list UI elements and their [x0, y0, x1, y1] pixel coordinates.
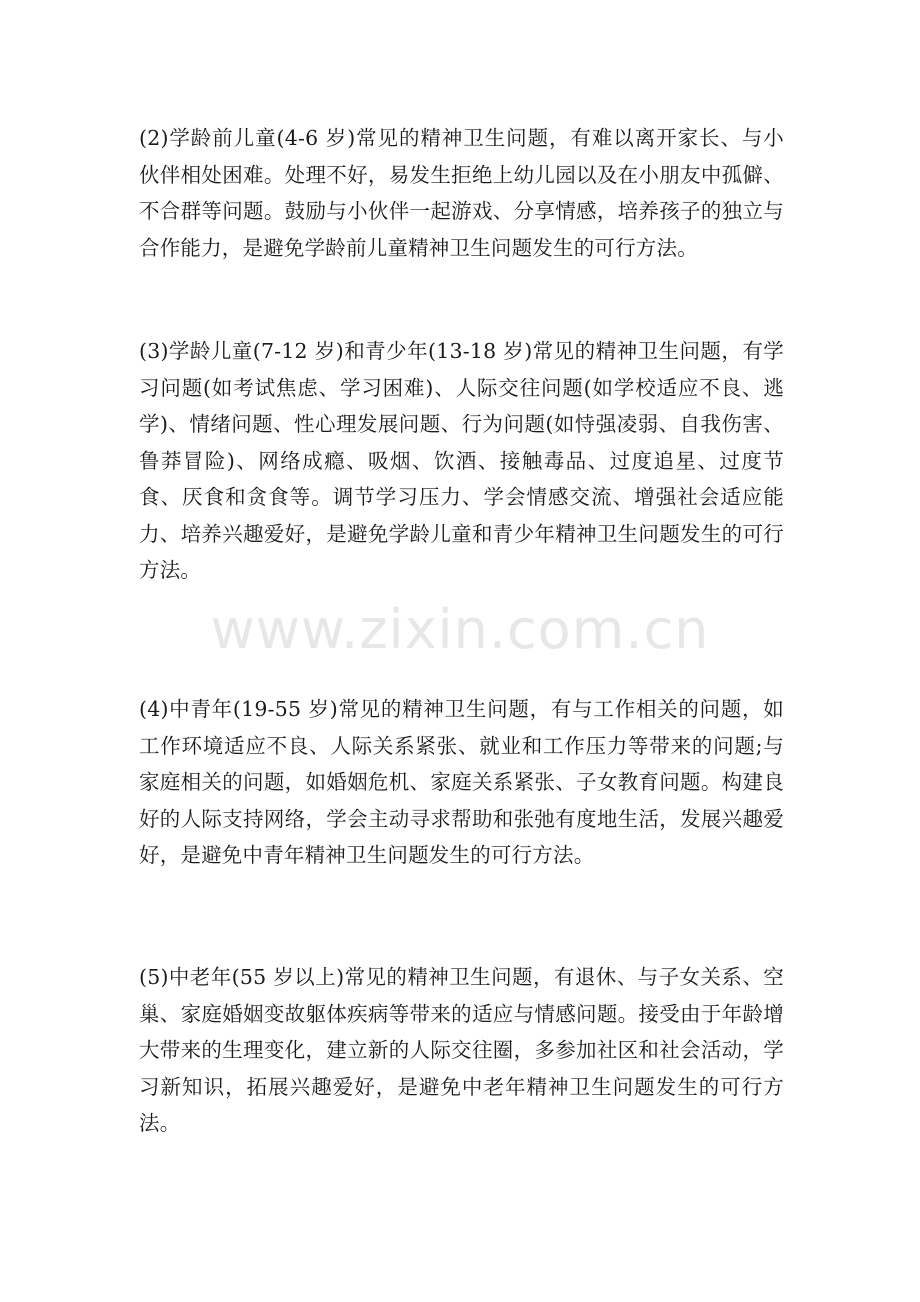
- paragraph-middle-aged-and-elderly: (5)中老年(55 岁以上)常见的精神卫生问题，有退休、与子女关系、空巢、家庭婚姻变故躯体疾病等带来的适应与情感问题。接受由于年龄增大带来的生理变化，建立新的人际交往圈，多参加社区和社会活动，学习新知识，拓展兴趣爱好，是避免中老年精神卫生问题发生的可行方法。: [139, 965, 784, 1135]
- paragraph-preschool-children: (2)学龄前儿童(4-6 岁)常见的精神卫生问题，有难以离开家长、与小伙伴相处困难。处理不好，易发生拒绝上幼儿园以及在小朋友中孤僻、不合群等问题。鼓励与小伙伴一起游戏、分享情感，培养孩子的独立与合作能力，是避免学龄前儿童精神卫生问题发生的可行方法。: [139, 126, 784, 260]
- paragraph-school-age-and-adolescents: (3)学龄儿童(7-12 岁)和青少年(13-18 岁)常见的精神卫生问题，有学习问题(如考试焦虑、学习困难)、人际交往问题(如学校适应不良、逃学)、情绪问题、性心理发展问题、行为问题(如恃强凌弱、自我伤害、鲁莽冒险)、网络成瘾、吸烟、饮酒、接触毒品、过度追星、过度节食、厌食和贪食等。调节学习压力、学会情感交流、增强社会适应能力、培养兴趣爱好，是避免学龄儿童和青少年精神卫生问题发生的可行方法。: [139, 339, 784, 582]
- watermark: www.zixin.com.cn: [210, 598, 710, 661]
- paragraph-young-and-middle-aged: (4)中青年(19-55 岁)常见的精神卫生问题，有与工作相关的问题，如工作环境适应不良、人际关系紧张、就业和工作压力等带来的问题;与家庭相关的问题，如婚姻危机、家庭关系紧张、子女教育问题。构建良好的人际支持网络，学会主动寻求帮助和张弛有度地生活，发展兴趣爱好，是避免中青年精神卫生问题发生的可行方法。: [139, 697, 784, 867]
